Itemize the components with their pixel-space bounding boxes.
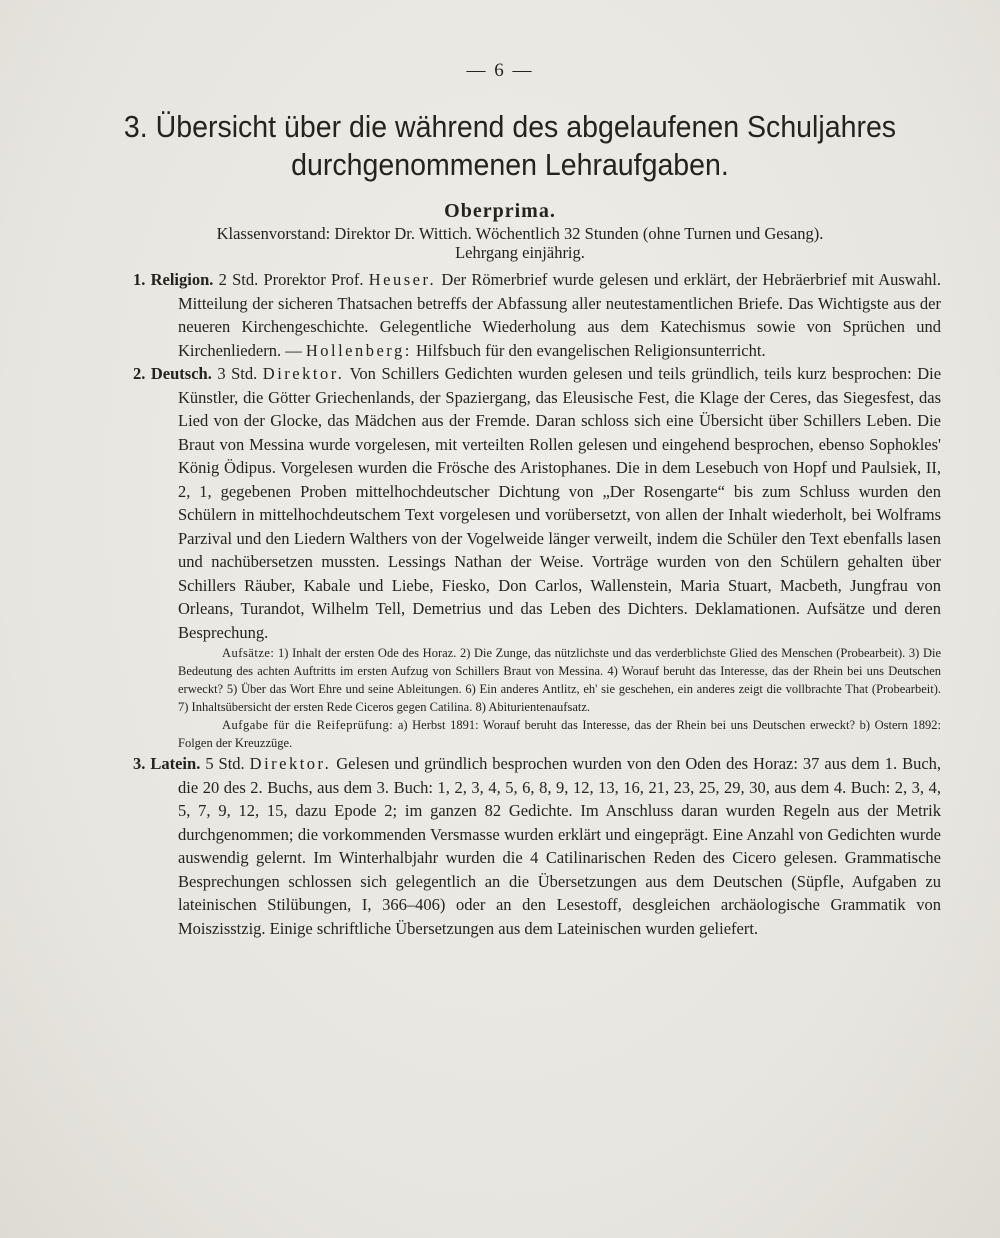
class-heading: Oberprima. — [444, 200, 556, 222]
class-meta-line1: Klassenvorstand: Direktor Dr. Wittich. Wöchentlich 32 Stunden (ohne Turnen und Gesang). — [216, 224, 824, 243]
essays-text: 1) Inhalt der ersten Ode des Horaz. 2) Die Zunge, das nützlichste und das verderblichste Glied des Menschen (Probearbeit). 3) Die Bedeutung des achten Auftritts im ersten Aufzug von Schillers Braut von Messina. 4) Worauf beruht das Interesse, das der Rhein bei uns Deutschen erweckt? 5) Über das Wort Ehre und seine Ableitungen. 6) Ein anderes Antlitz, eh' sie geschehen, ein anderes zeigt die vollbrachte That (Probearbeit). 7) Inhaltsübersicht der ersten Rede Ciceros gegen Catilina. 8) Abiturientenaufsatz. — [178, 646, 942, 714]
section-hours: 5 Std. — [205, 754, 245, 773]
section-number: 2. — [133, 364, 146, 383]
exam-task — [178, 716, 941, 752]
section-title — [96, 108, 924, 184]
essays-list — [178, 644, 941, 716]
section-title-line1: 3. Übersicht über die während des abgelaufenen Schuljahres — [123, 109, 897, 144]
page-number: — 6 — — [466, 60, 534, 81]
section-subject: Latein. — [150, 754, 201, 773]
class-meta — [120, 224, 920, 262]
class-meta-line2: Lehrgang einjährig. — [455, 243, 585, 262]
section-hours: 3 Std. — [217, 364, 258, 383]
essays-label: Aufsätze: — [222, 646, 275, 660]
section-teacher: Direktor. — [249, 754, 332, 773]
section-title-line2: durchgenommenen Lehraufgaben. — [291, 147, 729, 182]
section-subject: Deutsch. — [150, 364, 212, 383]
lesson-body — [133, 268, 941, 940]
exam-label: Aufgabe für die Reifeprüfung: — [222, 718, 394, 732]
section-religion — [133, 268, 941, 362]
section-subject: Religion. — [150, 270, 214, 289]
section-teacher: Heuser. — [368, 270, 437, 289]
exam-text: a) Herbst 1891: Worauf beruht das Interesse, das der Rhein bei uns Deutschen erweckt? b) Ostern 1892: Folgen der Kreuzzüge. — [178, 718, 942, 750]
section-teacher: Direktor. — [262, 364, 345, 383]
teacher-prefix: Prorektor Prof. — [263, 270, 364, 289]
section-number: 1. — [133, 270, 146, 289]
book-author: Hollenberg: — [305, 340, 412, 360]
section-text: Von Schillers Gedichten wurden gelesen und teils gründlich, teils kurz besprochen: Die Künstler, die Götter Griechenlands, der Spaziergang, das Eleusische Fest, die Klage der Ceres, das Siegesfest, das Lied von der Glocke, das Mädchen aus der Fremde. Daran schloss sich eine Übersicht über Schillers Leben. Die Braut von Messina wurde vorgelesen, mit verteilten Rollen gelesen und eingehend besprochen, ebenso Sophokles' König Ödipus. Vorgelesen wurden die Frösche des Aristophanes. Die in dem Lesebuch von Hopf und Paulsiek, II, 2, 1, gegebenen Proben mittelhochdeutscher Dichtung von „Der Rosengarte“ bis zum Schluss wurden den Schülern in mittelhochdeutschem Text vorgelesen und vorübersetzt, von allen der Inhalt wiederholt, bei Wolframs Parzival und den Liedern Walthers von der Vogelweide länger verweilt, indem die Schüler den Text ebenfalls lasen und nachübersetzen mussten. Lessings Nathan der Weise. Vorträge wurden von den Schülern gehalten über Schillers Räuber, Kabale und Liebe, Fiesko, Don Carlos, Wallenstein, Maria Stuart, Macbeth, Jungfrau von Orleans, Turandot, Wilhelm Tell, Demetrius und das Leben des Dichters. Deklamationen. Aufsätze und deren Besprechung. — [178, 364, 942, 642]
section-latein — [133, 752, 941, 940]
section-number: 3. — [133, 754, 146, 773]
section-deutsch — [133, 362, 941, 644]
section-text: Der Römerbrief wurde gelesen und erklärt, der Hebräerbrief mit Auswahl. Mitteilung der sicheren Thatsachen betreffs der Abfassung aller neutestamentlichen Briefe. Das Wichtigste aus der neueren Kirchengeschichte. Gelegentliche Wiederholung aus dem Katechismus sowie von Sprüchen und Kirchenliedern. — — [178, 270, 942, 360]
section-hours: 2 Std. — [218, 270, 259, 289]
section-text: Gelesen und gründlich besprochen wurden von den Oden des Horaz: 37 aus dem 1. Buch, die 20 des 2. Buchs, aus dem 3. Buch: 1, 2, 3, 4, 5, 6, 8, 9, 12, 13, 16, 21, 23, 25, 29, 30, aus dem 4. Buch: 2, 3, 4, 5, 7, 9, 12, 15, dazu Epode 2; im ganzen 82 Gedichte. Im Anschluss daran wurden Regeln aus der Metrik durchgenommen; die vorkommenden Versmasse wurden erklärt und eingeprägt. Eine Anzahl von Gedichten wurde auswendig gelernt. Im Winterhalbjahr wurden die 4 Catilinarischen Reden des Cicero gelesen. Grammatische Besprechungen schlossen sich gelegentlich an die Übersetzungen aus dem Deutschen (Süpfle, Aufgaben zu lateinischen Stilübungen, I, 366–406) oder an den Lesestoff, desgleichen archäologische Grammatik von Moiszisstzig. Einige schriftliche Übersetzungen aus dem Lateinischen wurden geliefert. — [178, 754, 942, 938]
book-text: Hilfsbuch für den evangelischen Religionsunterricht. — [415, 340, 766, 360]
